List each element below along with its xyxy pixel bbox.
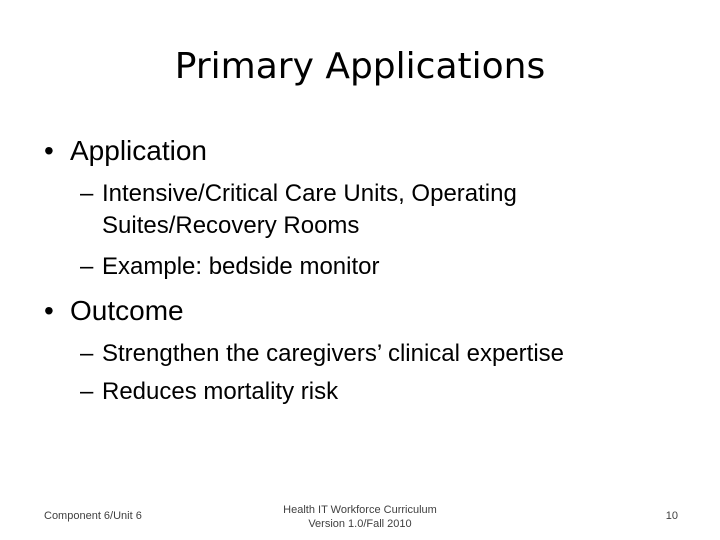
- bullet-outcome: [44, 294, 184, 328]
- bullet-label: Application: [70, 135, 207, 166]
- page-number: 10: [665, 510, 678, 522]
- bullet-label: Outcome: [70, 295, 184, 326]
- subitem-mortality: [80, 376, 680, 408]
- bullet-application: [44, 134, 207, 168]
- subitem-strengthen: [80, 338, 680, 370]
- subitem-text: Intensive/Critical Care Units, Operating Suites/Recovery Rooms: [102, 180, 517, 239]
- footer-component: Component 6/Unit 6: [44, 510, 142, 522]
- footer-curriculum: [260, 503, 460, 531]
- footer-curriculum-line1: Health IT Workforce Curriculum: [283, 504, 437, 516]
- subitem-text: Example: bedside monitor: [102, 253, 380, 280]
- subitem-care-units: [80, 178, 680, 242]
- subitem-text: Reduces mortality risk: [102, 378, 339, 405]
- dash-marker: –: [80, 253, 94, 280]
- subitem-example: [80, 251, 680, 283]
- slide-title: Primary Applications: [174, 46, 546, 87]
- footer-curriculum-line2: Version 1.0/Fall 2010: [308, 518, 412, 530]
- dash-marker: –: [80, 378, 94, 405]
- dash-marker: –: [80, 180, 94, 207]
- bullet-marker: •: [44, 295, 54, 326]
- dash-marker: –: [80, 340, 94, 367]
- subitem-text: Strengthen the caregivers’ clinical expertise: [102, 340, 565, 367]
- bullet-marker: •: [44, 135, 54, 166]
